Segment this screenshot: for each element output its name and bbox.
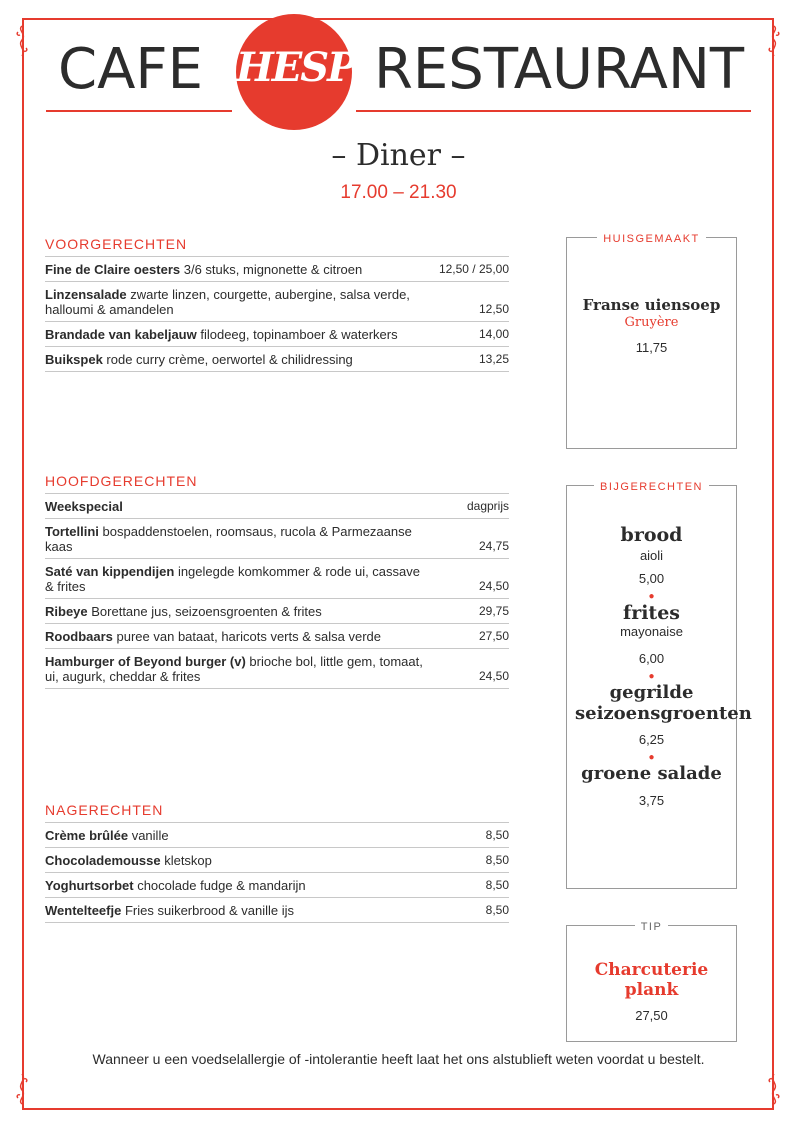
item-price: dagprijs (466, 499, 509, 513)
menu-item (45, 257, 509, 282)
item-name: Roodbaars (45, 629, 113, 644)
side-sub: mayonaise (620, 624, 683, 639)
huisgemaakt-box (566, 233, 737, 449)
item-price: 8,50 (485, 828, 509, 842)
menu-item (45, 848, 509, 873)
bijgerechten-box (566, 481, 752, 889)
side-price: 5,00 (638, 571, 665, 586)
header-rule (46, 18, 232, 20)
item-price: 8,50 (485, 853, 509, 867)
item-desc: puree van bataat, haricots verts & salsa verde (112, 629, 381, 644)
special-name: Franse uiensoep (582, 296, 721, 314)
item-desc: ingelegde komkommer & rode ui, cassave & frites (45, 564, 421, 594)
item-price: 13,25 (478, 352, 509, 366)
menu-item (45, 519, 509, 559)
side-price: 3,75 (638, 793, 665, 808)
item-name: Linzensalade (45, 287, 127, 302)
item-name: Buikspek (45, 352, 103, 367)
section-nagerechten (45, 802, 509, 923)
item-name: Saté van kippendijen (45, 564, 175, 579)
item-price: 24,50 (478, 579, 509, 593)
menu-item (45, 649, 509, 689)
side-name: frites (623, 602, 680, 624)
item-price: 12,50 / 25,00 (438, 262, 509, 276)
box-label: HUISGEMAAKT (597, 233, 706, 245)
special-price: 11,75 (635, 340, 668, 355)
header-rule (356, 110, 751, 112)
side-name: brood (620, 524, 683, 546)
item-price: 8,50 (485, 878, 509, 892)
item-desc: filodeeg, topinamboer & waterkers (196, 327, 398, 342)
header-restaurant: RESTAURANT (374, 37, 745, 102)
section-hoofdgerechten (45, 473, 509, 689)
item-desc: Fries suikerbrood & vanille ijs (121, 903, 295, 918)
special-sub: Gruyère (624, 315, 679, 330)
item-price: 24,75 (478, 539, 509, 553)
item-price: 27,50 (478, 629, 509, 643)
menu-item (45, 347, 509, 372)
item-price: 12,50 (478, 302, 509, 316)
item-name: Chocolademousse (45, 853, 161, 868)
side-price: 6,00 (638, 651, 665, 666)
item-desc: rode curry crème, oerwortel & chilidressing (102, 352, 353, 367)
menu-title: – Diner – (331, 138, 466, 173)
header-rule (46, 110, 232, 112)
item-name: Weekspecial (45, 499, 123, 514)
menu-item (45, 624, 509, 649)
logo-text: HESP (236, 44, 356, 91)
item-desc: chocolade fudge & mandarijn (133, 878, 306, 893)
menu-item (45, 494, 509, 519)
item-name: Brandade van kabeljauw (45, 327, 197, 342)
item-desc: 3/6 stuks, mignonette & citroen (180, 262, 363, 277)
tip-price: 27,50 (635, 1008, 668, 1023)
item-price: 14,00 (478, 327, 509, 341)
tip-name: Charcuterie plank (594, 960, 709, 1000)
menu-item (45, 898, 509, 923)
menu-item (45, 559, 509, 599)
item-name: Ribeye (45, 604, 88, 619)
item-desc: zwarte linzen, courgette, aubergine, salsa verde, halloumi & amandelen (45, 287, 410, 317)
menu-item (45, 282, 509, 322)
side-price: 6,25 (638, 732, 665, 747)
allergy-note: Wanneer u een voedselallergie of -intolerantie heeft laat het ons alstublieft weten voordat u bestelt. (92, 1051, 705, 1067)
box-label: TIP (635, 921, 669, 933)
corner-flourish-icon (767, 1068, 781, 1106)
corner-flourish-icon (15, 1068, 29, 1106)
menu-hours: 17.00 – 21.30 (340, 182, 457, 203)
item-price: 24,50 (478, 669, 509, 683)
item-price: 8,50 (485, 903, 509, 917)
side-name: gegrilde seizoensgroenten (575, 682, 752, 724)
item-name: Crème brûlée (45, 828, 129, 843)
item-desc: kletskop (160, 853, 212, 868)
corner-flourish-icon (15, 24, 29, 62)
item-price: 29,75 (478, 604, 509, 618)
item-desc: Borettane jus, seizoensgroenten & frites (87, 604, 322, 619)
dot-separator-icon: ● (648, 752, 655, 763)
tip-box (566, 921, 737, 1042)
side-name: groene salade (581, 763, 722, 784)
item-name: Fine de Claire oesters (45, 262, 181, 277)
section-title: HOOFDGERECHTEN (45, 473, 509, 494)
item-name: Hamburger of Beyond burger (v) (45, 654, 246, 669)
dot-separator-icon: ● (648, 591, 655, 602)
header-cafe: CAFE (58, 37, 204, 102)
dot-separator-icon: ● (648, 671, 655, 682)
item-desc: vanille (128, 828, 169, 843)
menu-item (45, 322, 509, 347)
header-rule (356, 18, 751, 20)
menu-item (45, 873, 509, 898)
side-sub: aioli (639, 548, 664, 563)
item-desc: brioche bol, little gem, tomaat, ui, augurk, cheddar & frites (45, 654, 423, 684)
box-label: BIJGERECHTEN (594, 481, 709, 493)
corner-flourish-icon (767, 24, 781, 62)
section-voorgerechten (45, 236, 509, 372)
item-desc: bospaddenstoelen, roomsaus, rucola & Parmezaanse kaas (45, 524, 412, 554)
hesp-logo (236, 14, 356, 130)
section-title: NAGERECHTEN (45, 802, 509, 823)
menu-item (45, 823, 509, 848)
item-name: Tortellini (45, 524, 99, 539)
item-name: Yoghurtsorbet (45, 878, 134, 893)
menu-item (45, 599, 509, 624)
section-title: VOORGERECHTEN (45, 236, 509, 257)
item-name: Wentelteefje (45, 903, 122, 918)
